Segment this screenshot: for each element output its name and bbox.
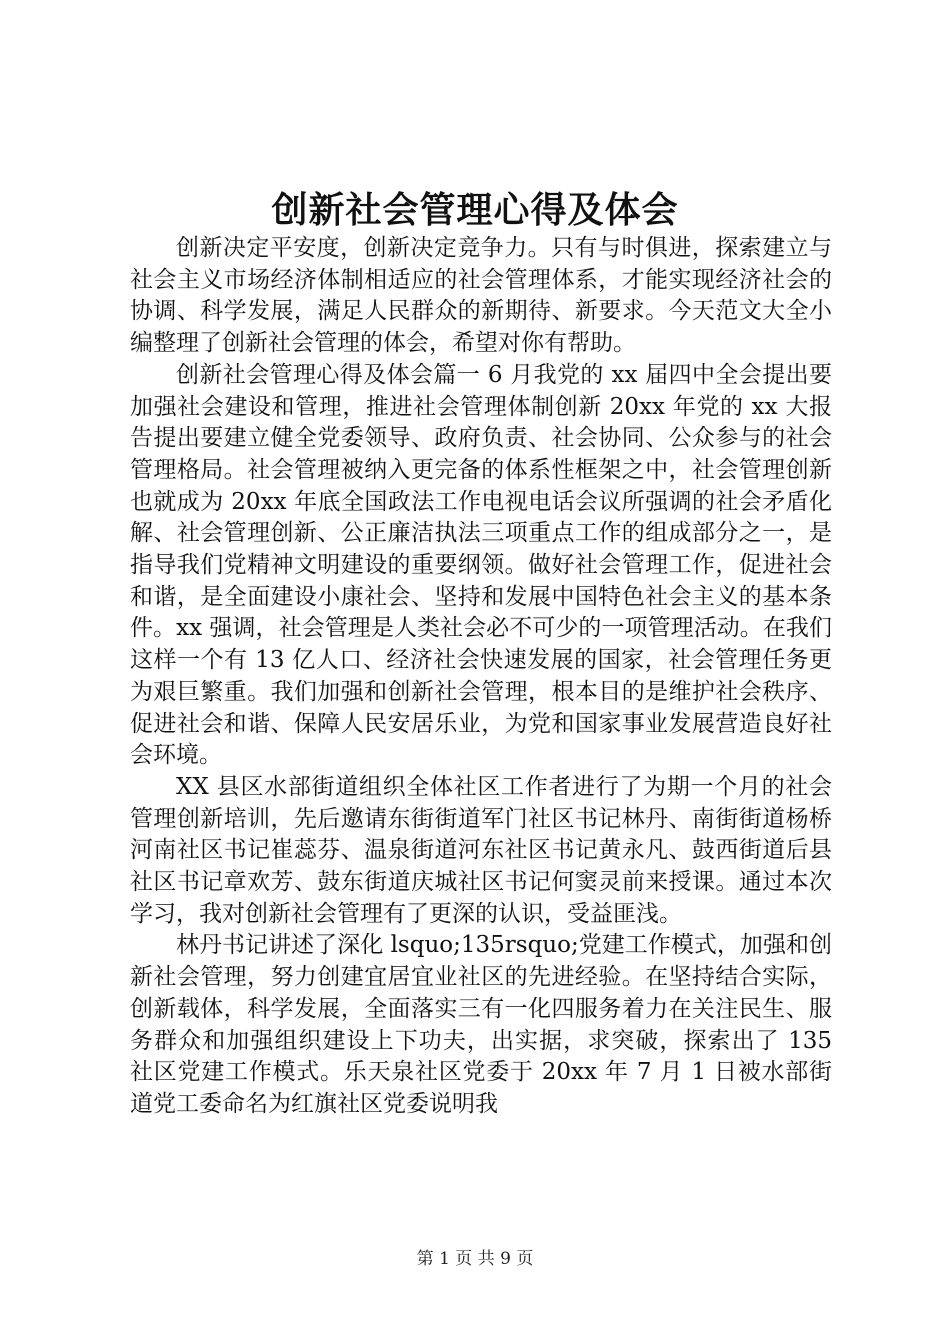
paragraph-1: 创新决定平安度，创新决定竞争力。只有与时俱进，探索建立与社会主义市场经济体制相适应的社会管理体系，才能实现经济社会的协调、科学发展，满足人民群众的新期待、新要求。今天范文大全小编整理了创新社会管理的体会，希望对你有帮助。 [130,235,832,357]
page-number-footer: 第 1 页 共 9 页 [416,1249,534,1269]
document-title: 创新社会管理心得及体会 [271,189,679,231]
document-body [130,233,832,1121]
paragraph-3: XX 县区水部街道组织全体社区工作者进行了为期一个月的社会管理创新培训，先后邀请东街街道军门社区书记林丹、南街街道杨桥河南社区书记崔蕊芬、温泉街道河东社区书记黄永凡、鼓西街道后县社区书记章欢芳、鼓东街道庆城社区书记何窦灵前来授课。通过本次学习，我对创新社会管理有了更深的认识，受益匪浅。 [130,773,832,927]
paragraph-2: 创新社会管理心得及体会篇一 6 月我党的 xx 届四中全会提出要加强社会建设和管理，推进社会管理体制创新 20xx 年党的 xx 大报告提出要建立健全党委领导、政府负责、社会协同、公众参与的社会管理格局。社会管理被纳入更完备的体系性框架之中，社会管理创新也就成为 20xx 年底全国政法工作电视电话会议所强调的社会矛盾化解、社会管理创新、公正廉洁执法三项重点工作的组成部分之一，是指导我们党精神文明建设的重要纲领。做好社会管理工作，促进社会和谐，是全面建设小康社会、坚持和发展中国特色社会主义的基本条件。xx 强调，社会管理是人类社会必不可少的一项管理活动。在我们这样一个有 13 亿人口、经济社会快速发展的国家，社会管理任务更为艰巨繁重。我们加强和创新社会管理，根本目的是维护社会秩序、促进社会和谐、保障人民安居乐业，为党和国家事业发展营造良好社会环境。 [130,361,832,769]
paragraph-4: 林丹书记讲述了深化 lsquo;135rsquo;党建工作模式，加强和创新社会管理，努力创建宜居宜业社区的先进经验。在坚持结合实际，创新载体，科学发展，全面落实三有一化四服务着力在关注民生、服务群众和加强组织建设上下功夫，出实据，求突破，探索出了 135 社区党建工作模式。乐天泉社区党委于 20xx 年 7 月 1 日被水部街道党工委命名为红旗社区党委说明我 [130,932,832,1117]
